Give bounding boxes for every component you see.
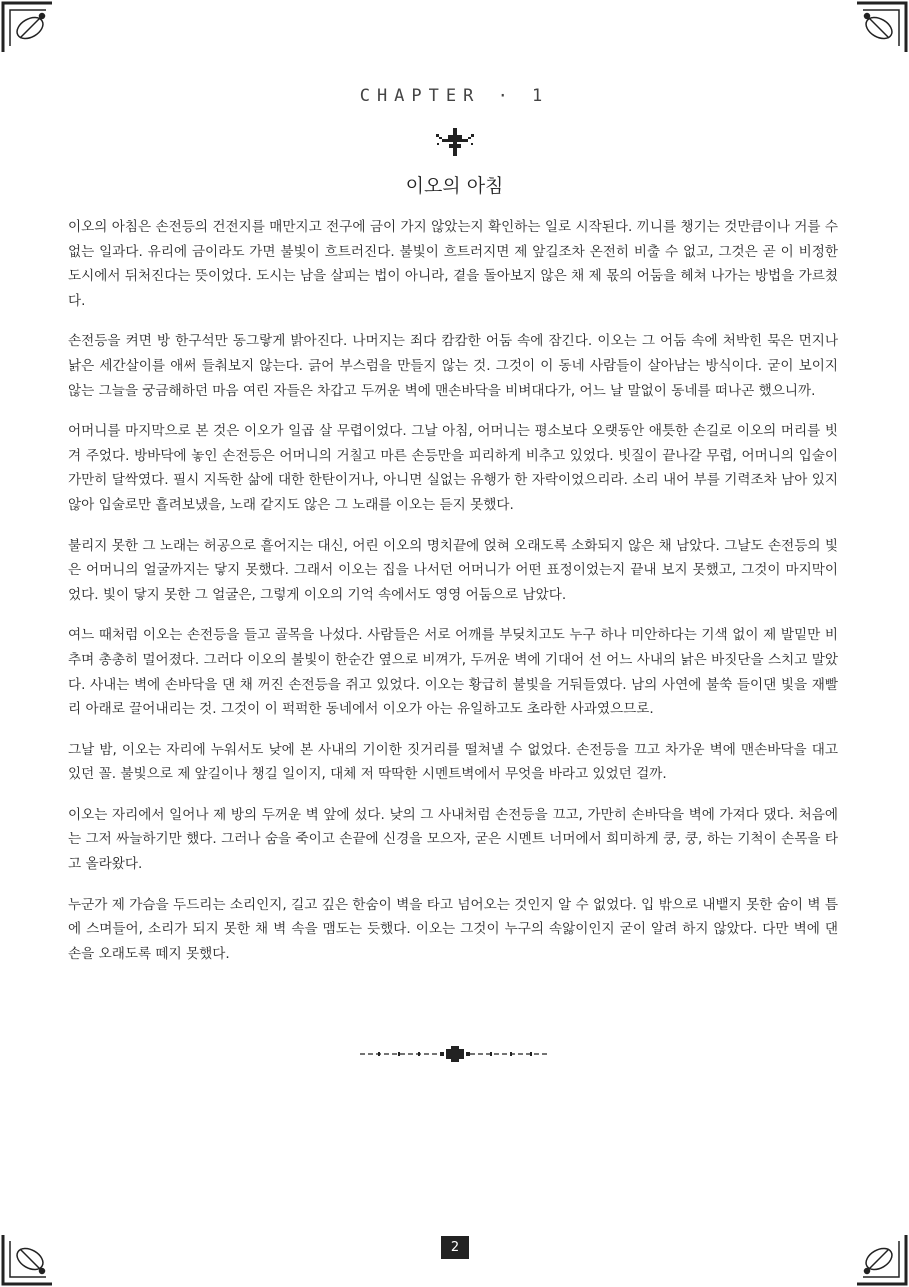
paragraph: 이오의 아침은 손전등의 건전지를 매만지고 전구에 금이 가지 않았는지 확인하는 일로 시작된다. 끼니를 챙기는 것만큼이나 거를 수 없는 일과다. 유리에 금이라도 가면 불빛이 흐트러진다. 불빛이 흐트러지면 제 앞길조차 온전히 비출 수 없고, 그것은 곧 이 비정한 도시에서 뒤처진다는 뜻이었다. 도시는 남을 살피는 법이 아니라, 곁을 돌아보지 않은 채 제 몫의 어둠을 헤쳐 나가는 방법을 가르쳤다. <box>68 219 838 309</box>
corner-ornament-bottom-left <box>0 1233 54 1287</box>
paragraph: 그날 밤, 이오는 자리에 누워서도 낮에 본 사내의 기이한 짓거리를 떨쳐낼 수 없었다. 손전등을 끄고 차가운 벽에 맨손바닥을 대고 있던 꼴. 불빛으로 제 앞길이나 챙길 일이지, 대체 저 딱딱한 시멘트벽에서 무엇을 바라고 있었던 걸까. <box>68 741 838 783</box>
page-number: 2 <box>441 1236 469 1259</box>
body-text <box>68 215 838 982</box>
paragraph: 여느 때처럼 이오는 손전등을 들고 골목을 나섰다. 사람들은 서로 어깨를 부딪치고도 누구 하나 미안하다는 기색 없이 제 발밑만 비추며 총총히 멀어졌다. 그러다 이오의 불빛이 한순간 옆으로 비껴가, 두꺼운 벽에 기대어 선 어느 사내의 낡은 바짓단을 스치고 말았다. 사내는 벽에 손바닥을 댄 채 꺼진 손전등을 쥐고 있었다. 이오는 황급히 불빛을 거둬들였다. 남의 사연에 불쑥 들이댄 빛을 재빨리 아래로 끌어내리는 것. 그것이 이 퍽퍽한 동네에서 이오가 아는 유일하고도 초라한 사과였으므로. <box>68 627 838 718</box>
paragraph: 어머니를 마지막으로 본 것은 이오가 일곱 살 무렵이었다. 그날 아침, 어머니는 평소보다 오랫동안 애틋한 손길로 이오의 머리를 빗겨 주었다. 방바닥에 놓인 손전등은 어머니의 거칠고 마른 손등만을 피리하게 비추고 있었다. 빗질이 끝나갈 무렵, 어머니의 입술이 가만히 달싹였다. 필시 지독한 삶에 대한 한탄이거나, 아니면 실없는 유행가 한 자락이었으리라. 소리 내어 부를 기력조차 남아 있지 않아 입술로만 흘려보냈을, 노래 같지도 않은 그 노래를 이오는 듣지 못했다. <box>68 423 838 513</box>
chapter-label: CHAPTER · 1 <box>359 86 550 106</box>
paragraph: 누군가 제 가슴을 두드리는 소리인지, 길고 깊은 한숨이 벽을 타고 넘어오는 것인지 알 수 없었다. 입 밖으로 내뱉지 못한 숨이 벽 틈에 스며들어, 소리가 되지 못한 채 벽 속을 맴도는 듯했다. 이오는 그것이 누구의 속앓이인지 굳이 알려 하지 않았다. 다만 벽에 댄 손을 오래도록 떼지 못했다. <box>68 896 838 962</box>
paragraph: 손전등을 켜면 방 한구석만 동그랗게 밝아진다. 나머지는 죄다 캄캄한 어둠 속에 잠긴다. 이오는 그 어둠 속에 처박힌 묵은 먼지나 낡은 세간살이를 애써 들춰보지 않는다. 긁어 부스럼을 만들지 않는 것. 그것이 이 동네 사람들이 살아남는 방식이다. 굳이 보이지 않는 그늘을 궁금해하던 마음 여린 자들은 차갑고 두꺼운 벽에 맨손바닥을 비벼대다가, 어느 날 말없이 동네를 떠나곤 했으니까. <box>68 333 838 399</box>
corner-ornament-top-right <box>855 0 909 54</box>
section-divider-ornament <box>358 1044 552 1064</box>
paragraph: 이오는 자리에서 일어나 제 방의 두꺼운 벽 앞에 섰다. 낮의 그 사내처럼 손전등을 끄고, 가만히 손바닥을 벽에 가져다 댔다. 처음에는 그저 싸늘하기만 했다. 그러나 숨을 죽이고 손끝에 신경을 모으자, 굳은 시멘트 너머에서 희미하게 쿵, 쿵, 하는 기척이 손목을 타고 올라왔다. <box>68 806 838 873</box>
corner-ornament-bottom-right <box>855 1233 909 1287</box>
fleuron-ornament <box>434 126 476 158</box>
paragraph: 불리지 못한 그 노래는 허공으로 흩어지는 대신, 어린 이오의 명치끝에 얹혀 오래도록 소화되지 않은 채 남았다. 그날도 손전등의 빛은 어머니의 얼굴까지는 닿지 못했다. 그래서 이오는 집을 나서던 어머니가 어떤 표정이었는지 끝내 보지 못했고, 그것이 마지막이었다. 빛이 닿지 못한 그 얼굴은, 그렇게 이오의 기억 속에서도 영영 어둠으로 남았다. <box>68 537 838 603</box>
corner-ornament-top-left <box>0 0 54 54</box>
chapter-title: 이오의 아침 <box>405 175 504 197</box>
